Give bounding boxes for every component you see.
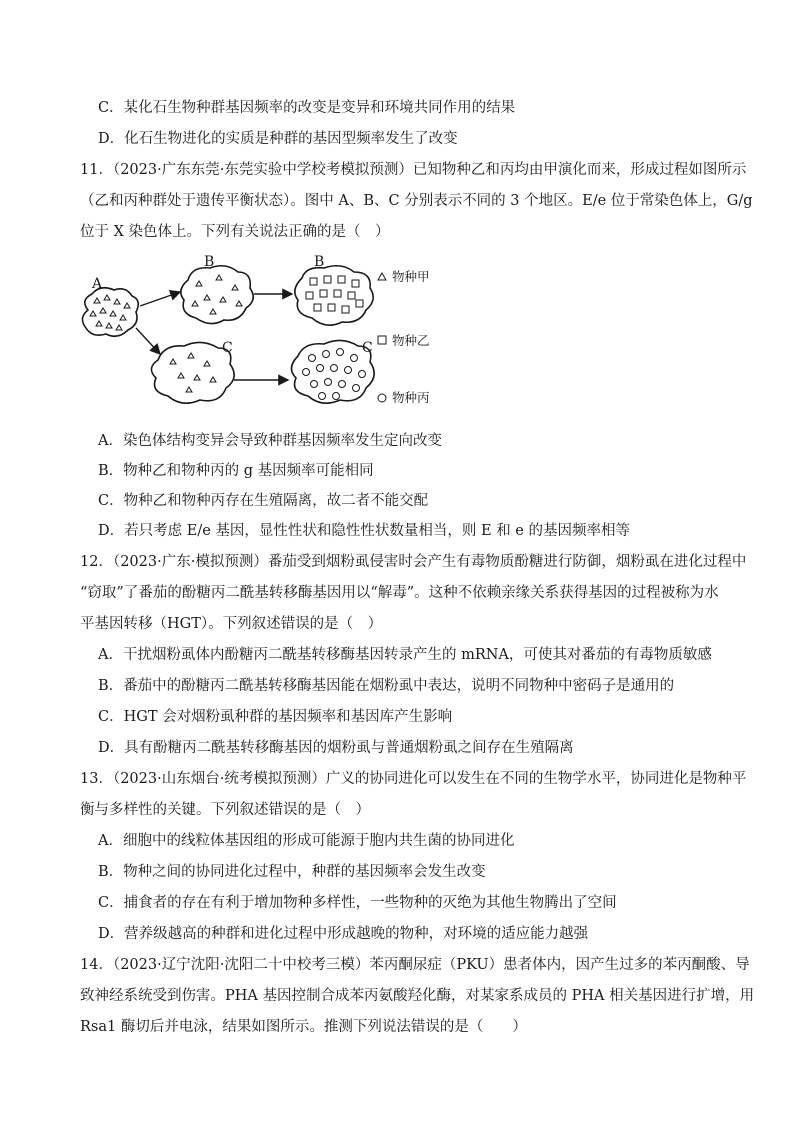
legend-species-a: 物种甲 <box>392 269 430 284</box>
q12-option-c: C．HGT 会对烟粉虱种群的基因频率和基因库产生影响 <box>98 709 453 725</box>
region-b-shape <box>181 266 253 324</box>
q11-stem-line-2: （乙和丙种群处于遗传平衡状态）。图中 A、B、C 分别表示不同的 3 个地区。E/e 位于常染色体上，G/g <box>80 193 753 209</box>
q13-option-b: B．物种之间的协同进化过程中，种群的基因频率会发生改变 <box>98 864 486 880</box>
legend-species-b: 物种乙 <box>392 333 430 348</box>
region-b2-squares <box>306 276 363 313</box>
q13-option-a: A．细胞中的线粒体基因组的形成可能源于胞内共生菌的协同进化 <box>98 833 515 849</box>
q12-option-a: A．干扰烟粉虱体内酚糖丙二酰基转移酶基因转录产生的 mRNA，可使其对番茄的有毒物质敏感 <box>98 647 712 663</box>
q10-option-c: C．某化石生物种群基因频率的改变是变异和环境共同作用的结果 <box>98 100 516 116</box>
q11-option-c: C．物种乙和物种丙存在生殖隔离，故二者不能交配 <box>98 493 429 509</box>
q11-stem-line-3: 位于 X 染色体上。下列有关说法正确的是（ ） <box>80 224 390 240</box>
region-c2-circles <box>303 349 366 400</box>
square-icon <box>378 336 386 344</box>
region-a-triangles <box>90 295 130 330</box>
region-a-shape <box>82 288 138 337</box>
region-b-label: B <box>204 254 215 270</box>
q12-option-b: B．番茄中的酚糖丙二酰基转移酶基因能在烟粉虱中表达，说明不同物种中密码子是通用的 <box>98 678 675 694</box>
diagram-arrows <box>136 292 292 380</box>
arrow-a-to-c <box>136 328 160 354</box>
diagram-legend <box>378 269 430 405</box>
region-c-triangles <box>170 353 216 392</box>
q14-stem-line-3: Rsa1 酶切后并电泳，结果如图所示。推测下列说法错误的是（ ） <box>80 1019 527 1035</box>
circle-icon <box>378 394 386 402</box>
triangle-icon <box>378 273 386 280</box>
q12-stem-line-2: “窃取”了番茄的酚糖丙二酰基转移酶基因用以“解毒”。这种不依赖亲缘关系获得基因的过程被称为水 <box>80 585 719 601</box>
legend-species-c: 物种丙 <box>392 390 430 405</box>
region-b-triangles <box>192 275 242 314</box>
q12-stem-line-3: 平基因转移（HGT）。下列叙述错误的是（ ） <box>80 616 383 632</box>
region-a-label: A <box>92 276 103 292</box>
q11-option-d: D．若只考虑 E/e 基因，显性性状和隐性性状数量相当，则 E 和 e 的基因频率相等 <box>98 523 630 539</box>
q14-stem-line-1: 14．（2023·辽宁沈阳·沈阳二十中校考三模）苯丙酮尿症（PKU）患者体内，因产生过多的苯丙酮酸、导 <box>80 957 750 973</box>
q13-stem-line-2: 衡与多样性的关键。下列叙述错误的是（ ） <box>80 802 370 818</box>
speciation-diagram <box>70 248 470 418</box>
q12-stem-line-1: 12．（2023·广东·模拟预测）番茄受到烟粉虱侵害时会产生有毒物质酚糖进行防御，烟粉虱在进化过程中 <box>80 554 747 570</box>
q11-option-a: A．染色体结构变异会导致种群基因频率发生定向改变 <box>98 433 442 449</box>
region-c-label: C <box>222 340 233 356</box>
q10-option-d: D．化石生物进化的实质是种群的基因型频率发生了改变 <box>98 131 458 147</box>
arrow-a-to-b <box>140 292 180 306</box>
q11-option-b: B．物种乙和物种丙的 g 基因频率可能相同 <box>98 463 374 479</box>
q12-option-d: D．具有酚糖丙二酰基转移酶基因的烟粉虱与普通烟粉虱之间存在生殖隔离 <box>98 740 574 756</box>
q13-option-c: C．捕食者的存在有利于增加物种多样性，一些物种的灭绝为其他生物腾出了空间 <box>98 895 617 911</box>
q11-stem-line-1: 11．（2023·广东东莞·东莞实验中学校考模拟预测）已知物种乙和丙均由甲演化而来，形成过程如图所示 <box>80 162 747 178</box>
q14-stem-line-2: 致神经系统受到伤害。PHA 基因控制合成苯丙氨酸羟化酶，对某家系成员的 PHA 相关基因进行扩增，用 <box>80 988 755 1004</box>
region-b2-label: B <box>314 254 325 270</box>
q13-stem-line-1: 13．（2023·山东烟台·统考模拟预测）广义的协同进化可以发生在不同的生物学水平，协同进化是物种平 <box>80 771 747 787</box>
q13-option-d: D．营养级越高的种群和进化过程中形成越晚的物种，对环境的适应能力越强 <box>98 926 589 942</box>
region-c2-label: C <box>362 340 373 356</box>
